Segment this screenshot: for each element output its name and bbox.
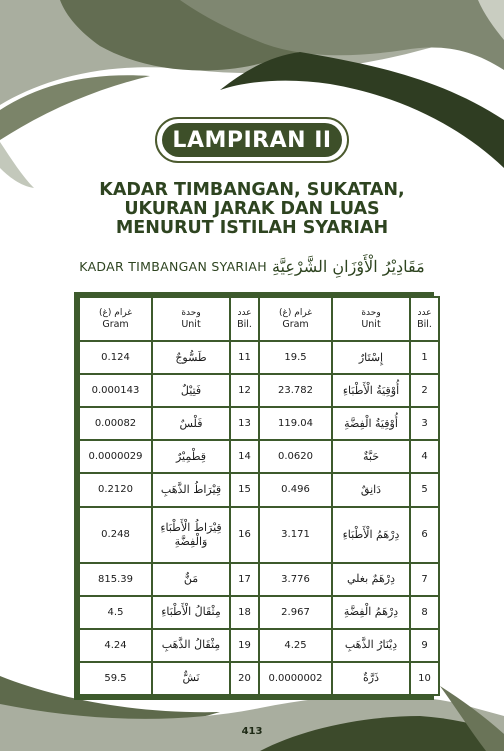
gram-cell: 0.0620 bbox=[260, 441, 331, 472]
subtitle-text: KADAR TIMBANGAN SYARIAH bbox=[79, 258, 267, 274]
unit-cell: قِطْمِيْرٌ bbox=[153, 441, 229, 472]
header-unit-ar: وحدة bbox=[361, 308, 381, 318]
gram-cell: 59.5 bbox=[80, 663, 151, 694]
bil-cell: 2 bbox=[411, 375, 438, 406]
bil-cell: 6 bbox=[411, 508, 438, 562]
unit-cell: قِيْرَاطُ الْأَطْبَاءِ وَالْفِضَّةِ bbox=[153, 508, 229, 562]
bil-cell: 15 bbox=[231, 474, 258, 505]
unit-cell: قِيْرَاطُ الذَّهَبِ bbox=[153, 474, 229, 505]
unit-cell: نَشٌّ bbox=[153, 663, 229, 694]
table-row bbox=[80, 597, 438, 628]
gram-cell: 0.496 bbox=[260, 474, 331, 505]
bil-cell: 7 bbox=[411, 564, 438, 595]
unit-cell: أُوْقِيَةُ الْفِضَّةِ bbox=[333, 408, 409, 439]
header-bil-ar: عدد bbox=[417, 308, 432, 318]
page-title-line: KADAR TIMBANGAN, SUKATAN, bbox=[99, 180, 405, 200]
bil-cell: 1 bbox=[411, 342, 438, 373]
gram-cell: 4.25 bbox=[260, 630, 331, 661]
gram-cell: 0.248 bbox=[80, 508, 151, 562]
table-row bbox=[80, 508, 438, 562]
header-unit bbox=[333, 298, 409, 340]
table-row bbox=[80, 474, 438, 505]
unit-cell: فَلْسٌ bbox=[153, 408, 229, 439]
table-row bbox=[80, 342, 438, 373]
unit-cell: فَتِيْلٌ bbox=[153, 375, 229, 406]
header-gram-en: Gram bbox=[282, 319, 309, 330]
header-bil bbox=[231, 298, 258, 340]
gram-cell: 0.000143 bbox=[80, 375, 151, 406]
header-bil-ar: عدد bbox=[237, 308, 252, 318]
gram-cell: 119.04 bbox=[260, 408, 331, 439]
unit-cell: حَبَّةٌ bbox=[333, 441, 409, 472]
table-row bbox=[80, 663, 438, 694]
header-bil-en: Bil. bbox=[237, 319, 252, 330]
gram-cell: 0.00082 bbox=[80, 408, 151, 439]
gram-cell: 3.776 bbox=[260, 564, 331, 595]
gram-cell: 3.171 bbox=[260, 508, 331, 562]
table-row bbox=[80, 630, 438, 661]
gram-cell: 0.0000029 bbox=[80, 441, 151, 472]
gram-cell: 815.39 bbox=[80, 564, 151, 595]
gram-cell: 23.782 bbox=[260, 375, 331, 406]
header-gram-ar: غرام (غ) bbox=[99, 308, 132, 318]
section-subtitle bbox=[60, 254, 444, 278]
subtitle-arabic: مَقَادِيْرُ الْأَوْزَانِ الشَّرْعِيَّةِ bbox=[271, 256, 425, 276]
header-unit-en: Unit bbox=[181, 319, 201, 330]
bil-cell: 13 bbox=[231, 408, 258, 439]
unit-cell: دِرْهَمُ الْفِضَّةِ bbox=[333, 597, 409, 628]
header-bil-en: Bil. bbox=[417, 319, 432, 330]
bil-cell: 14 bbox=[231, 441, 258, 472]
gram-cell: 2.967 bbox=[260, 597, 331, 628]
unit-cell: دِرْهَمُ الْأَطْبَاءِ bbox=[333, 508, 409, 562]
header-gram bbox=[80, 298, 151, 340]
appendix-label: LAMPIRAN II bbox=[172, 127, 332, 153]
header-bil bbox=[411, 298, 438, 340]
unit-cell: ذَرَّةٌ bbox=[333, 663, 409, 694]
bil-cell: 20 bbox=[231, 663, 258, 694]
unit-cell: دِرْهَمٌ بغلي bbox=[333, 564, 409, 595]
bil-cell: 12 bbox=[231, 375, 258, 406]
weights-table-frame bbox=[74, 292, 434, 700]
unit-cell: مِثْقَالُ الْأَطْبَاءِ bbox=[153, 597, 229, 628]
bil-cell: 10 bbox=[411, 663, 438, 694]
page-number: 413 bbox=[241, 726, 263, 737]
gram-cell: 0.2120 bbox=[80, 474, 151, 505]
bil-cell: 16 bbox=[231, 508, 258, 562]
unit-cell: مِثْقَالُ الذَّهَبِ bbox=[153, 630, 229, 661]
table-row bbox=[80, 564, 438, 595]
page-title-line: UKURAN JARAK DAN LUAS bbox=[124, 199, 380, 219]
bil-cell: 19 bbox=[231, 630, 258, 661]
bil-cell: 11 bbox=[231, 342, 258, 373]
bil-cell: 3 bbox=[411, 408, 438, 439]
page-title bbox=[60, 181, 444, 238]
page-title-line: MENURUT ISTILAH SYARIAH bbox=[115, 218, 389, 238]
header-gram-ar: غرام (غ) bbox=[279, 308, 312, 318]
bil-cell: 17 bbox=[231, 564, 258, 595]
bil-cell: 18 bbox=[231, 597, 258, 628]
unit-cell: دَانِقٌ bbox=[333, 474, 409, 505]
table-row bbox=[80, 375, 438, 406]
unit-cell: دِيْنَارُ الذَّهَبِ bbox=[333, 630, 409, 661]
header-gram-en: Gram bbox=[102, 319, 129, 330]
table-row bbox=[80, 441, 438, 472]
bil-cell: 9 bbox=[411, 630, 438, 661]
header-unit-ar: وحدة bbox=[181, 308, 201, 318]
appendix-badge bbox=[155, 117, 349, 163]
weights-table bbox=[78, 296, 440, 696]
table-header-row bbox=[80, 298, 438, 340]
unit-cell: مَنٌّ bbox=[153, 564, 229, 595]
gram-cell: 4.5 bbox=[80, 597, 151, 628]
gram-cell: 4.24 bbox=[80, 630, 151, 661]
unit-cell: أُوْقِيَةُ الْأَطْبَاءِ bbox=[333, 375, 409, 406]
unit-cell: إِسْتَارٌ bbox=[333, 342, 409, 373]
gram-cell: 0.124 bbox=[80, 342, 151, 373]
unit-cell: طَسُّوجٌ bbox=[153, 342, 229, 373]
header-gram bbox=[260, 298, 331, 340]
gram-cell: 19.5 bbox=[260, 342, 331, 373]
gram-cell: 0.0000002 bbox=[260, 663, 331, 694]
bil-cell: 5 bbox=[411, 474, 438, 505]
bil-cell: 4 bbox=[411, 441, 438, 472]
header-unit-en: Unit bbox=[361, 319, 381, 330]
bil-cell: 8 bbox=[411, 597, 438, 628]
header-unit bbox=[153, 298, 229, 340]
table-row bbox=[80, 408, 438, 439]
